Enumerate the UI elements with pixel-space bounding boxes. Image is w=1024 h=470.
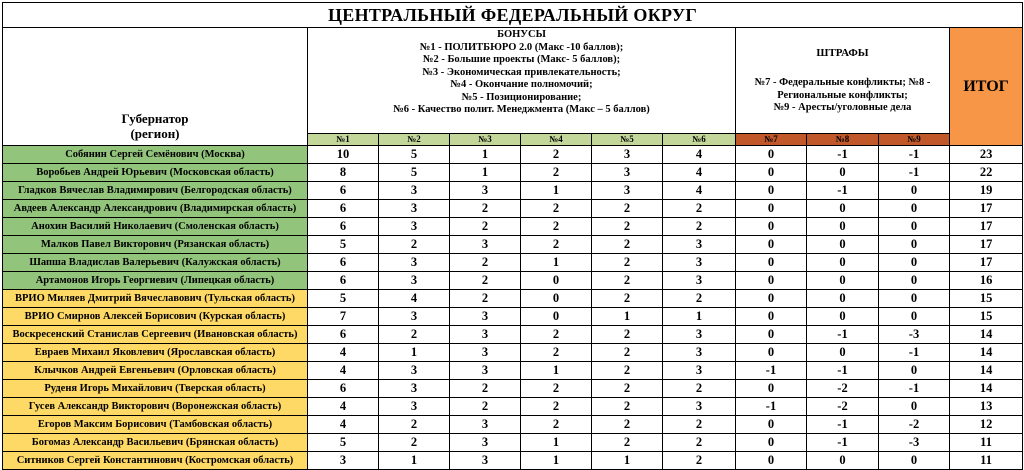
bonus-column-header: №6	[663, 134, 736, 146]
table-row	[3, 254, 1023, 272]
table-row	[3, 308, 1023, 326]
penalty-score-cell: 0	[879, 218, 950, 236]
bonus-score-cell: 2	[592, 362, 663, 380]
penalty-score-cell: 0	[736, 344, 807, 362]
bonus-score-cell: 2	[592, 236, 663, 254]
bonus-score-cell: 6	[308, 380, 379, 398]
bonus-column-header: №5	[592, 134, 663, 146]
bonus-legend-line: №1 - ПОЛИТБЮРО 2.0 (Макс -10 баллов);	[419, 41, 624, 53]
penalty-score-cell: 0	[807, 200, 879, 218]
governor-header-line1: Губернатор	[121, 111, 189, 126]
penalty-score-cell: -1	[736, 398, 807, 416]
bonus-score-cell: 1	[521, 182, 592, 200]
governor-name: ВРИО Смирнов Алексей Борисович (Курская область)	[3, 308, 308, 326]
bonus-score-cell: 4	[308, 362, 379, 380]
bonus-legend	[308, 28, 736, 134]
bonus-score-cell: 0	[521, 290, 592, 308]
table-row	[3, 218, 1023, 236]
bonus-score-cell: 3	[379, 254, 450, 272]
table-row	[3, 146, 1023, 164]
bonus-score-cell: 1	[521, 434, 592, 452]
bonus-score-cell: 6	[308, 254, 379, 272]
bonus-score-cell: 2	[379, 434, 450, 452]
penalty-score-cell: -1	[736, 362, 807, 380]
penalty-score-cell: 0	[736, 200, 807, 218]
table-row	[3, 182, 1023, 200]
bonus-score-cell: 2	[450, 272, 521, 290]
bonus-score-cell: 2	[521, 326, 592, 344]
bonus-score-cell: 3	[663, 326, 736, 344]
penalty-score-cell: 0	[736, 254, 807, 272]
bonus-score-cell: 3	[450, 434, 521, 452]
bonus-score-cell: 1	[521, 452, 592, 470]
bonus-score-cell: 6	[308, 272, 379, 290]
penalty-score-cell: 0	[879, 236, 950, 254]
table-row	[3, 434, 1023, 452]
bonus-score-cell: 3	[379, 398, 450, 416]
bonus-legend-line: №4 - Окончание полномочий;	[450, 79, 593, 90]
bonus-score-cell: 4	[308, 398, 379, 416]
penalty-score-cell: 0	[879, 398, 950, 416]
table-row	[3, 452, 1023, 470]
bonus-score-cell: 3	[450, 182, 521, 200]
bonus-score-cell: 2	[592, 254, 663, 272]
bonus-score-cell: 3	[663, 236, 736, 254]
governor-name: ВРИО Миляев Дмитрий Вячеславович (Тульская область)	[3, 290, 308, 308]
bonus-score-cell: 6	[308, 218, 379, 236]
bonus-score-cell: 5	[308, 236, 379, 254]
penalty-score-cell: -3	[879, 326, 950, 344]
bonus-score-cell: 3	[663, 272, 736, 290]
bonus-score-cell: 3	[450, 344, 521, 362]
bonus-score-cell: 3	[379, 380, 450, 398]
table-title: ЦЕНТРАЛЬНЫЙ ФЕДЕРАЛЬНЫЙ ОКРУГ	[3, 3, 1023, 28]
bonus-score-cell: 2	[450, 380, 521, 398]
total-score-cell: 17	[950, 236, 1023, 254]
bonus-score-cell: 3	[592, 182, 663, 200]
bonus-score-cell: 1	[521, 362, 592, 380]
bonus-score-cell: 3	[592, 164, 663, 182]
penalty-legend-line: Региональные конфликты;	[777, 89, 908, 101]
penalty-score-cell: -1	[807, 146, 879, 164]
penalty-score-cell: 0	[879, 290, 950, 308]
penalty-score-cell: 0	[807, 344, 879, 362]
bonus-score-cell: 8	[308, 164, 379, 182]
table-row	[3, 362, 1023, 380]
penalty-score-cell: 0	[807, 272, 879, 290]
bonus-legend-line: БОНУСЫ	[497, 29, 546, 40]
bonus-score-cell: 3	[450, 236, 521, 254]
bonus-score-cell: 3	[379, 362, 450, 380]
bonus-score-cell: 1	[592, 452, 663, 470]
governor-name: Малков Павел Викторович (Рязанская область)	[3, 236, 308, 254]
bonus-score-cell: 3	[663, 254, 736, 272]
rating-table	[2, 2, 1023, 470]
bonus-score-cell: 2	[663, 452, 736, 470]
bonus-score-cell: 1	[592, 308, 663, 326]
bonus-score-cell: 2	[521, 200, 592, 218]
bonus-score-cell: 2	[663, 290, 736, 308]
governor-name: Гусев Александр Викторович (Воронежская область)	[3, 398, 308, 416]
bonus-score-cell: 3	[450, 452, 521, 470]
penalty-score-cell: -1	[807, 434, 879, 452]
governor-name: Евраев Михаил Яковлевич (Ярославская область)	[3, 344, 308, 362]
bonus-score-cell: 1	[521, 254, 592, 272]
governor-name: Богомаз Александр Васильевич (Брянская область)	[3, 434, 308, 452]
bonus-score-cell: 2	[521, 146, 592, 164]
bonus-score-cell: 4	[308, 416, 379, 434]
total-score-cell: 23	[950, 146, 1023, 164]
penalty-score-cell: 0	[736, 146, 807, 164]
bonus-legend-line: №6 - Качество полит. Менеджмента (Макс – 5 баллов)	[393, 104, 650, 115]
total-score-cell: 14	[950, 362, 1023, 380]
penalty-score-cell: 0	[736, 380, 807, 398]
penalty-score-cell: 0	[807, 308, 879, 326]
total-score-cell: 17	[950, 200, 1023, 218]
bonus-score-cell: 2	[450, 398, 521, 416]
total-score-cell: 13	[950, 398, 1023, 416]
bonus-score-cell: 2	[663, 416, 736, 434]
penalty-score-cell: 0	[736, 416, 807, 434]
bonus-score-cell: 4	[379, 290, 450, 308]
penalty-score-cell: 0	[879, 452, 950, 470]
penalty-score-cell: 0	[736, 434, 807, 452]
bonus-score-cell: 3	[450, 308, 521, 326]
bonus-score-cell: 2	[521, 344, 592, 362]
bonus-score-cell: 3	[450, 326, 521, 344]
total-score-cell: 12	[950, 416, 1023, 434]
total-score-cell: 22	[950, 164, 1023, 182]
penalty-column-header: №7	[736, 134, 807, 146]
bonus-score-cell: 3	[663, 398, 736, 416]
bonus-score-cell: 2	[521, 164, 592, 182]
bonus-score-cell: 3	[379, 200, 450, 218]
bonus-score-cell: 3	[592, 146, 663, 164]
bonus-score-cell: 2	[450, 254, 521, 272]
total-score-cell: 16	[950, 272, 1023, 290]
bonus-column-header: №2	[379, 134, 450, 146]
bonus-score-cell: 1	[450, 164, 521, 182]
penalty-score-cell: -2	[807, 380, 879, 398]
bonus-score-cell: 2	[592, 344, 663, 362]
penalty-score-cell: 0	[736, 272, 807, 290]
bonus-score-cell: 2	[521, 380, 592, 398]
total-score-cell: 15	[950, 308, 1023, 326]
bonus-legend-line: №3 - Экономическая привлекательность;	[422, 66, 621, 78]
bonus-score-cell: 5	[308, 434, 379, 452]
penalty-score-cell: 0	[736, 236, 807, 254]
penalty-score-cell: -2	[807, 398, 879, 416]
penalty-score-cell: -1	[879, 164, 950, 182]
penalty-score-cell: 0	[879, 272, 950, 290]
table-row	[3, 272, 1023, 290]
penalty-score-cell: -1	[879, 380, 950, 398]
bonus-score-cell: 2	[592, 200, 663, 218]
total-score-cell: 17	[950, 254, 1023, 272]
bonus-score-cell: 3	[379, 308, 450, 326]
bonus-score-cell: 2	[521, 416, 592, 434]
bonus-score-cell: 2	[450, 290, 521, 308]
bonus-score-cell: 7	[308, 308, 379, 326]
bonus-score-cell: 5	[308, 290, 379, 308]
bonus-score-cell: 2	[663, 380, 736, 398]
bonus-score-cell: 2	[592, 398, 663, 416]
penalty-score-cell: 0	[807, 164, 879, 182]
bonus-legend-line: №2 - Большие проекты (Макс- 5 баллов);	[422, 54, 621, 65]
governor-name: Авдеев Александр Александрович (Владимирская область)	[3, 200, 308, 218]
bonus-score-cell: 2	[592, 380, 663, 398]
bonus-score-cell: 2	[592, 434, 663, 452]
bonus-column-header: №3	[450, 134, 521, 146]
governor-column-header	[3, 28, 308, 146]
penalty-legend-line: №7 - Федеральные конфликты; №8 -	[754, 77, 931, 88]
governor-name: Воскресенский Станислав Сергеевич (Ивановская область)	[3, 326, 308, 344]
bonus-score-cell: 4	[308, 344, 379, 362]
penalty-score-cell: 0	[736, 164, 807, 182]
bonus-score-cell: 2	[663, 200, 736, 218]
bonus-score-cell: 3	[663, 362, 736, 380]
bonus-score-cell: 2	[592, 218, 663, 236]
bonus-score-cell: 6	[308, 200, 379, 218]
governor-name: Клычков Андрей Евгеньевич (Орловская область)	[3, 362, 308, 380]
bonus-score-cell: 2	[592, 272, 663, 290]
bonus-score-cell: 0	[521, 272, 592, 290]
table-row	[3, 416, 1023, 434]
penalty-score-cell: 0	[807, 290, 879, 308]
bonus-score-cell: 2	[450, 200, 521, 218]
bonus-score-cell: 1	[379, 452, 450, 470]
bonus-score-cell: 4	[663, 182, 736, 200]
governor-name: Артамонов Игорь Георгиевич (Липецкая область)	[3, 272, 308, 290]
governor-name: Гладков Вячеслав Владимирович (Белгородская область)	[3, 182, 308, 200]
bonus-score-cell: 2	[592, 290, 663, 308]
penalty-score-cell: 0	[736, 182, 807, 200]
penalty-score-cell: 0	[879, 362, 950, 380]
bonus-score-cell: 6	[308, 182, 379, 200]
bonus-score-cell: 2	[450, 218, 521, 236]
penalty-column-header: №9	[879, 134, 950, 146]
table-row	[3, 164, 1023, 182]
governor-name: Анохин Василий Николаевич (Смоленская область)	[3, 218, 308, 236]
bonus-score-cell: 5	[379, 146, 450, 164]
penalty-score-cell: 0	[736, 218, 807, 236]
table-row	[3, 380, 1023, 398]
governor-name: Ситников Сергей Константинович (Костромская область)	[3, 452, 308, 470]
bonus-score-cell: 3	[450, 416, 521, 434]
bonus-score-cell: 3	[379, 182, 450, 200]
governor-name: Руденя Игорь Михайлович (Тверская область)	[3, 380, 308, 398]
total-score-cell: 11	[950, 434, 1023, 452]
penalty-legend-line: №9 - Аресты/уголовные дела	[773, 102, 912, 113]
bonus-score-cell: 3	[663, 344, 736, 362]
penalty-score-cell: 0	[807, 218, 879, 236]
penalty-score-cell: -2	[879, 416, 950, 434]
bonus-score-cell: 2	[379, 326, 450, 344]
penalty-score-cell: -1	[879, 344, 950, 362]
bonus-score-cell: 5	[379, 164, 450, 182]
bonus-score-cell: 2	[521, 398, 592, 416]
penalty-score-cell: -1	[807, 326, 879, 344]
table-row	[3, 344, 1023, 362]
bonus-score-cell: 2	[592, 416, 663, 434]
penalty-score-cell: 0	[879, 308, 950, 326]
penalty-score-cell: 0	[736, 290, 807, 308]
bonus-score-cell: 4	[663, 146, 736, 164]
penalty-score-cell: 0	[736, 452, 807, 470]
governor-name: Егоров Максим Борисович (Тамбовская область)	[3, 416, 308, 434]
bonus-score-cell: 6	[308, 326, 379, 344]
penalty-score-cell: 0	[736, 326, 807, 344]
bonus-column-header: №4	[521, 134, 592, 146]
penalty-legend-title: ШТРАФЫ	[816, 46, 869, 59]
bonus-score-cell: 2	[379, 236, 450, 254]
penalty-score-cell: 0	[807, 452, 879, 470]
governor-header-line2: (регион)	[130, 126, 180, 141]
total-score-cell: 17	[950, 218, 1023, 236]
bonus-score-cell: 1	[379, 344, 450, 362]
penalty-score-cell: -1	[807, 182, 879, 200]
penalty-score-cell: -1	[879, 146, 950, 164]
total-column-header: ИТОГ	[950, 28, 1023, 146]
governor-name: Шапша Владислав Валерьевич (Калужская область)	[3, 254, 308, 272]
bonus-score-cell: 2	[663, 434, 736, 452]
bonus-score-cell: 2	[592, 326, 663, 344]
table-row	[3, 200, 1023, 218]
total-score-cell: 11	[950, 452, 1023, 470]
total-score-cell: 19	[950, 182, 1023, 200]
bonus-score-cell: 1	[663, 308, 736, 326]
total-score-cell: 14	[950, 326, 1023, 344]
total-score-cell: 14	[950, 344, 1023, 362]
bonus-score-cell: 3	[379, 272, 450, 290]
table-row	[3, 326, 1023, 344]
governor-name: Собянин Сергей Семёнович (Москва)	[3, 146, 308, 164]
bonus-score-cell: 0	[521, 308, 592, 326]
penalty-score-cell: -1	[807, 416, 879, 434]
penalty-score-cell: -1	[807, 362, 879, 380]
penalty-score-cell: 0	[879, 182, 950, 200]
penalty-score-cell: 0	[807, 254, 879, 272]
governor-rows	[3, 146, 1023, 470]
bonus-score-cell: 1	[450, 146, 521, 164]
penalty-score-cell: 0	[879, 254, 950, 272]
table-row	[3, 236, 1023, 254]
penalty-column-header: №8	[807, 134, 879, 146]
bonus-score-cell: 3	[308, 452, 379, 470]
bonus-score-cell: 2	[379, 416, 450, 434]
penalty-score-cell: 0	[807, 236, 879, 254]
table-row	[3, 290, 1023, 308]
penalty-score-cell: 0	[879, 200, 950, 218]
bonus-score-cell: 10	[308, 146, 379, 164]
bonus-column-header: №1	[308, 134, 379, 146]
bonus-score-cell: 4	[663, 164, 736, 182]
bonus-score-cell: 3	[450, 362, 521, 380]
bonus-score-cell: 2	[521, 218, 592, 236]
bonus-legend-line: №5 - Позиционирование;	[461, 91, 582, 103]
total-score-cell: 15	[950, 290, 1023, 308]
bonus-score-cell: 2	[521, 236, 592, 254]
total-score-cell: 14	[950, 380, 1023, 398]
table-row	[3, 398, 1023, 416]
penalty-legend	[736, 28, 950, 134]
bonus-score-cell: 2	[663, 218, 736, 236]
penalty-score-cell: -3	[879, 434, 950, 452]
bonus-score-cell: 3	[379, 218, 450, 236]
governor-name: Воробьев Андрей Юрьевич (Московская область)	[3, 164, 308, 182]
penalty-score-cell: 0	[736, 308, 807, 326]
